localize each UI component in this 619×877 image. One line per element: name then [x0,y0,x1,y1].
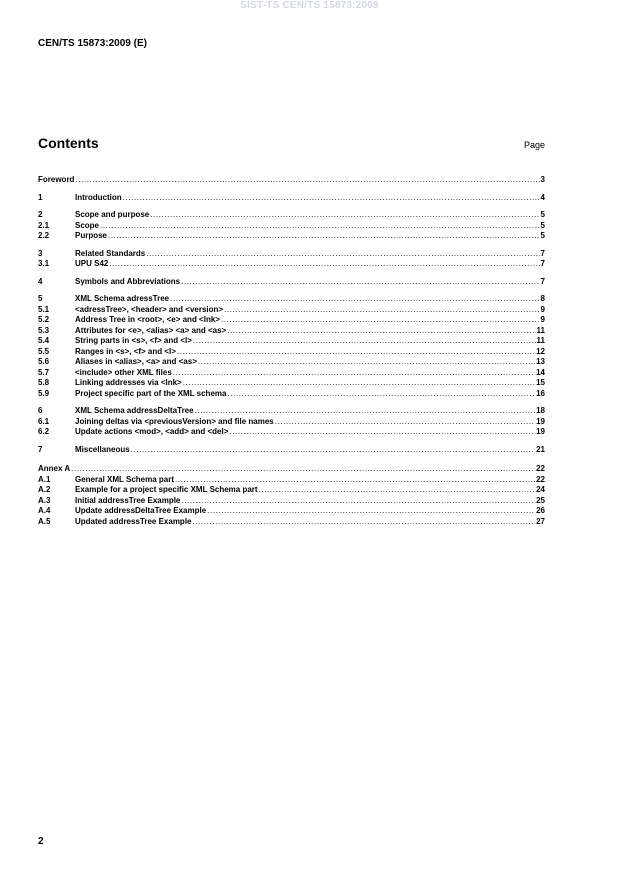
toc-page: 19 [536,416,545,426]
toc-number: 5.6 [38,357,50,366]
toc-page: 7 [540,259,545,268]
toc-page: 18 [536,406,545,415]
toc-leader [207,506,535,517]
toc-page: 3 [540,175,545,184]
toc-entry-a-4[interactable] [38,506,545,517]
toc-leader [131,445,535,456]
toc-entry-6-2[interactable] [38,427,545,438]
toc-page: 5 [540,220,545,230]
toc-leader [181,496,535,507]
toc-title: Scope [75,220,100,230]
toc-entry-a-1[interactable] [38,475,545,486]
toc-title: Joining deltas via <previousVersion> and file names [75,416,274,426]
toc-number: 6.1 [38,416,50,426]
toc-title: Aliases in <alias>, <a> and <as> [75,357,197,366]
toc-page: 9 [540,315,545,324]
toc-leader [193,517,536,528]
toc-page: 16 [536,388,545,398]
toc-number: A.4 [38,506,51,515]
toc-title: Symbols and Abbreviations [75,276,181,286]
toc-page: 12 [536,346,545,356]
toc-leader [275,417,535,428]
document-id: CEN/TS 15873:2009 (E) [38,38,147,49]
toc-page: 9 [540,304,545,314]
table-of-contents [38,175,545,527]
toc-title: XML Schema adressTree [75,294,170,303]
toc-entry-5-8[interactable] [38,378,545,389]
toc-entry-foreword[interactable] [38,175,545,186]
toc-page: 8 [540,294,545,303]
toc-leader [123,193,540,204]
toc-entry-3[interactable] [38,249,545,260]
toc-leader [108,231,540,242]
toc-leader [183,378,535,389]
toc-entry-2[interactable] [38,210,545,221]
toc-title: Annex A [38,464,71,473]
toc-leader [229,427,535,438]
toc-entry-5-5[interactable] [38,347,545,358]
toc-leader [259,485,536,496]
toc-entry-a-5[interactable] [38,517,545,528]
toc-title: Updated addressTree Example [75,516,192,526]
toc-leader [224,305,539,316]
toc-page: 26 [536,506,545,515]
toc-leader [195,406,536,417]
toc-leader [177,347,535,358]
toc-page: 15 [536,378,545,387]
toc-entry-7[interactable] [38,445,545,456]
toc-page: 19 [536,427,545,436]
toc-leader [170,294,539,305]
toc-page: 4 [540,192,545,202]
toc-page: 13 [536,357,545,366]
toc-number: 5 [38,294,43,303]
toc-entry-3-1[interactable] [38,259,545,270]
toc-number: A.3 [38,495,51,505]
toc-page: 11 [536,325,545,335]
toc-leader [198,357,535,368]
page-number: 2 [38,836,44,847]
toc-entry-5-3[interactable] [38,326,545,337]
toc-leader [173,368,535,379]
toc-number: 5.1 [38,304,50,314]
toc-number: 5.5 [38,346,50,356]
toc-leader [109,259,539,270]
toc-entry-5-1[interactable] [38,305,545,316]
toc-title: Update addressDeltaTree Example [75,506,207,515]
contents-title: Contents [38,135,99,151]
toc-title: Ranges in <s>, <f> and <l> [75,346,176,356]
toc-title: Introduction [75,192,122,202]
toc-entry-5-9[interactable] [38,389,545,400]
toc-entry-1[interactable] [38,193,545,204]
toc-title: Example for a project specific XML Schema part [75,485,258,494]
toc-title: XML Schema addressDeltaTree [75,406,194,415]
toc-entry-a-3[interactable] [38,496,545,507]
toc-number: A.5 [38,516,51,526]
toc-entry-5-7[interactable] [38,368,545,379]
toc-page: 27 [536,516,545,526]
toc-title: Update actions <mod>, <add> and <del> [75,427,229,436]
toc-number: 3 [38,248,43,258]
toc-title: Miscellaneous [75,444,130,454]
toc-number: 4 [38,276,43,286]
toc-entry-4[interactable] [38,277,545,288]
toc-number: 5.9 [38,388,50,398]
toc-page: 14 [536,367,545,377]
page-column-label: Page [523,140,545,150]
toc-page: 11 [536,336,545,345]
toc-title: Foreword [38,175,75,184]
toc-leader [193,336,536,347]
toc-title: General XML Schema part [75,474,174,484]
toc-title: Linking addresses via <lnk> [75,378,182,387]
toc-number: 5.2 [38,315,50,324]
toc-page: 22 [536,474,545,484]
toc-number: 5.7 [38,367,50,377]
toc-number: 7 [38,444,43,454]
toc-entry-2-2[interactable] [38,231,545,242]
toc-number: 5.8 [38,378,50,387]
toc-entry-6[interactable] [38,406,545,417]
toc-leader [227,389,535,400]
toc-number: 6.2 [38,427,50,436]
toc-number: 3.1 [38,259,50,268]
toc-number: A.1 [38,474,51,484]
watermark: SIST-TS CEN/TS 15873:2009 [240,0,379,11]
toc-entry-6-1[interactable] [38,417,545,428]
toc-entry-5[interactable] [38,294,545,305]
toc-page: 7 [540,276,545,286]
toc-number: 1 [38,192,43,202]
toc-number: 5.4 [38,336,50,345]
toc-leader [227,326,535,337]
toc-leader [146,249,539,260]
toc-leader [150,210,539,221]
toc-entry-5-2[interactable] [38,315,545,326]
toc-leader [100,221,540,232]
toc-leader [181,277,539,288]
toc-number: 2.1 [38,220,50,230]
toc-title: Address Tree in <root>, <e> and <lnk> [75,315,220,324]
toc-page: 7 [540,248,545,258]
toc-title: <adressTree>, <header> and <version> [75,304,224,314]
toc-page: 24 [536,485,545,494]
toc-entry-annex-a[interactable] [38,464,545,475]
toc-entry-a-2[interactable] [38,485,545,496]
toc-page: 22 [536,464,545,473]
toc-title: UPU S42 [75,259,109,268]
toc-leader [175,475,535,486]
toc-page: 5 [540,231,545,240]
toc-number: A.2 [38,485,51,494]
toc-number: 2 [38,210,43,219]
toc-entry-5-6[interactable] [38,357,545,368]
toc-title: Related Standards [75,248,146,258]
toc-title: String parts in <s>, <f> and <l> [75,336,192,345]
toc-title: Attributes for <e>, <alias> <a> and <as> [75,325,227,335]
toc-number: 2.2 [38,231,50,240]
toc-title: Purpose [75,231,108,240]
toc-leader [71,464,535,475]
toc-title: Project specific part of the XML schema [75,388,227,398]
toc-title: Scope and purpose [75,210,150,219]
toc-entry-2-1[interactable] [38,221,545,232]
toc-leader [75,175,539,186]
toc-page: 21 [536,444,545,454]
toc-page: 5 [540,210,545,219]
toc-number: 6 [38,406,43,415]
toc-title: Initial addressTree Example [75,495,181,505]
toc-entry-5-4[interactable] [38,336,545,347]
toc-page: 25 [536,495,545,505]
toc-leader [221,315,540,326]
toc-title: <include> other XML files [75,367,172,377]
toc-number: 5.3 [38,325,50,335]
